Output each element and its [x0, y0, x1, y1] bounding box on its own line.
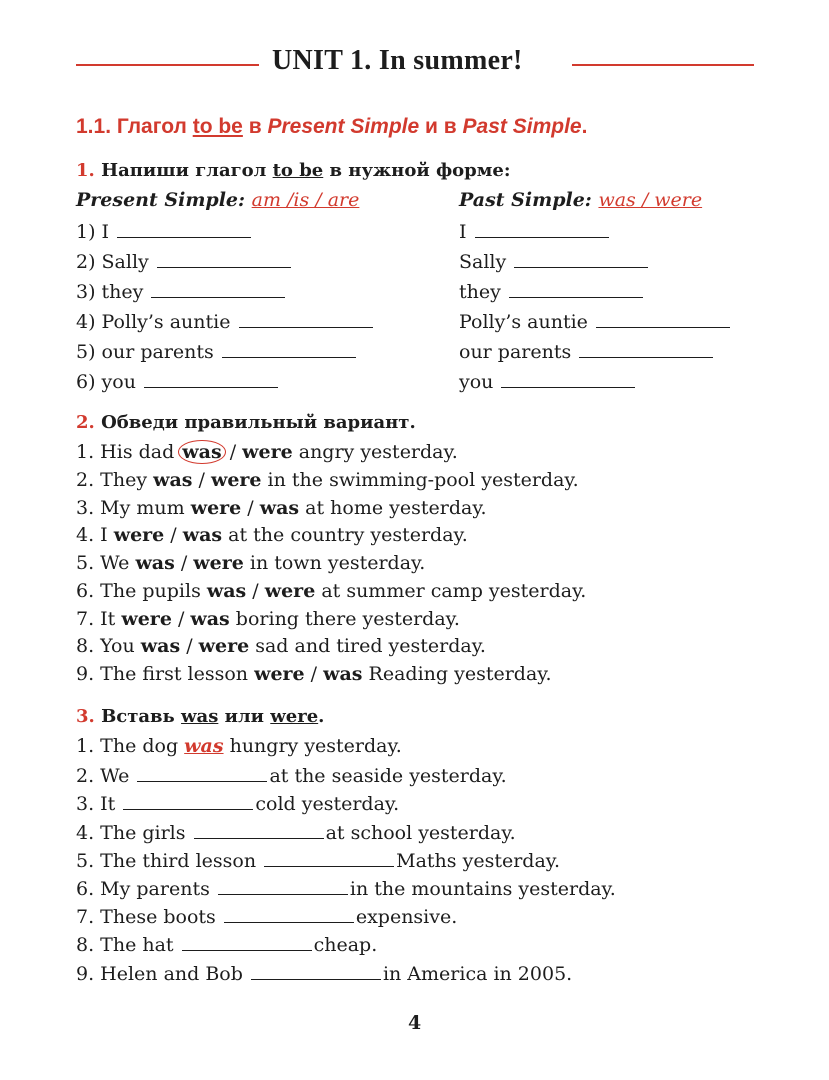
option-a[interactable]: were — [121, 608, 172, 630]
item-sep: / — [223, 441, 243, 463]
task1-verb: to be — [272, 160, 324, 181]
option-b[interactable]: was — [190, 608, 230, 630]
present-item — [76, 219, 253, 243]
option-b[interactable]: was — [323, 663, 363, 685]
answer-blank[interactable] — [117, 219, 251, 238]
item-post: Reading yesterday. — [362, 663, 552, 685]
answer-blank[interactable] — [144, 369, 278, 388]
option-b[interactable]: were — [264, 580, 316, 602]
past-item — [459, 249, 650, 273]
section-heading — [76, 115, 587, 139]
present-item-text: 6) you — [76, 371, 136, 393]
task2-item — [76, 441, 458, 463]
present-label: Present Simple: — [76, 189, 252, 211]
task3-text-c: . — [318, 706, 325, 727]
present-forms: am /is / are — [251, 189, 360, 211]
item-post: at home yesterday. — [299, 497, 487, 519]
task3-text-a: Вставь — [94, 706, 182, 727]
filled-answer: was — [184, 735, 224, 757]
section-mid1: в — [242, 115, 268, 138]
item-post: boring there yesterday. — [229, 608, 460, 630]
task3-item — [76, 820, 516, 844]
task2-item — [76, 608, 460, 630]
task2-item — [76, 497, 487, 519]
answer-blank[interactable] — [475, 219, 609, 238]
item-pre: 1. The dog — [76, 735, 185, 757]
item-post: hungry yesterday. — [223, 735, 402, 757]
task3-word-were: were — [270, 706, 319, 727]
item-post: at the seaside yesterday. — [269, 765, 507, 787]
task2-heading — [76, 412, 416, 433]
section-present-simple: Present Simple — [267, 115, 420, 138]
answer-blank[interactable] — [182, 932, 312, 951]
answer-blank[interactable] — [264, 848, 394, 867]
item-pre: 9. Helen and Bob — [76, 963, 249, 985]
task1-number: 1. — [76, 160, 95, 181]
item-pre: 1. His dad — [76, 441, 181, 463]
option-b[interactable]: were — [198, 635, 250, 657]
past-item-text: they — [459, 281, 501, 303]
task3-item — [76, 848, 560, 872]
present-item — [76, 369, 280, 393]
task3-item — [76, 961, 572, 985]
item-sep: / — [241, 497, 260, 519]
answer-blank[interactable] — [224, 904, 354, 923]
task1-heading — [76, 160, 511, 181]
task2-item — [76, 524, 468, 546]
item-post: cold yesterday. — [255, 793, 400, 815]
task3-heading — [76, 706, 324, 727]
option-b[interactable]: were — [242, 441, 293, 463]
item-post: Maths yesterday. — [396, 850, 561, 872]
circled-answer[interactable]: was — [178, 440, 225, 464]
item-post: expensive. — [355, 906, 458, 928]
answer-blank[interactable] — [239, 309, 373, 328]
task3-item — [76, 932, 377, 956]
past-item — [459, 309, 732, 333]
task3-example — [76, 735, 402, 757]
item-pre: 6. My parents — [76, 878, 216, 900]
item-sep: / — [164, 524, 183, 546]
item-sep: / — [246, 580, 265, 602]
past-item — [459, 339, 715, 363]
section-verb: to be — [192, 115, 243, 138]
past-item — [459, 279, 645, 303]
task1-text-a: Напиши глагол — [94, 160, 273, 181]
answer-blank[interactable] — [157, 249, 291, 268]
present-item — [76, 309, 375, 333]
task3-number: 3. — [76, 706, 95, 727]
item-pre: 7. It — [76, 608, 122, 630]
item-sep: / — [180, 635, 199, 657]
item-pre: 5. The third lesson — [76, 850, 263, 872]
task2-item — [76, 469, 579, 491]
item-sep: / — [174, 552, 194, 574]
item-pre: 4. The girls — [76, 822, 192, 844]
present-simple-label — [76, 189, 359, 211]
item-pre: 9. The first lesson — [76, 663, 255, 685]
task2-item — [76, 580, 586, 602]
item-post: in America in 2005. — [382, 963, 573, 985]
item-pre: 5. We — [76, 552, 136, 574]
item-pre: 2. They — [76, 469, 154, 491]
item-post: at the country yesterday. — [222, 524, 468, 546]
present-item — [76, 279, 287, 303]
option-b[interactable]: was — [182, 524, 223, 546]
answer-blank[interactable] — [222, 339, 356, 358]
item-post: at summer camp yesterday. — [315, 580, 587, 602]
unit-title: UNIT 1. In summer! — [272, 45, 523, 76]
title-rule-right — [572, 64, 754, 66]
past-label: Past Simple: — [459, 189, 599, 211]
page-number: 4 — [408, 1012, 422, 1034]
item-pre: 6. The pupils — [76, 580, 207, 602]
item-post: at school yesterday. — [325, 822, 516, 844]
present-item-text: 4) Polly’s auntie — [76, 311, 231, 333]
task2-item — [76, 663, 552, 685]
task3-item — [76, 904, 457, 928]
option-b[interactable]: were — [210, 469, 262, 491]
task3-text-b: или — [218, 706, 271, 727]
past-item-text: Sally — [459, 251, 507, 273]
option-a[interactable]: was — [153, 469, 193, 491]
present-item — [76, 249, 293, 273]
past-item-text: our parents — [459, 341, 572, 363]
task2-number: 2. — [76, 412, 95, 433]
item-pre: 3. It — [76, 793, 122, 815]
task3-item — [76, 876, 616, 900]
present-item-text: 3) they — [76, 281, 144, 303]
option-b[interactable]: was — [259, 497, 300, 519]
answer-blank[interactable] — [501, 369, 635, 388]
past-simple-label — [459, 189, 702, 211]
task3-word-was: was — [181, 706, 219, 727]
task2-item — [76, 552, 425, 574]
item-post: in town yesterday. — [243, 552, 426, 574]
answer-blank[interactable] — [151, 279, 285, 298]
past-item — [459, 219, 611, 243]
option-a[interactable]: was — [140, 635, 181, 657]
option-a[interactable]: was — [135, 552, 175, 574]
task2-instruction: Обведи правильный вариант. — [94, 412, 416, 433]
answer-blank[interactable] — [218, 876, 348, 895]
item-pre: 4. I — [76, 524, 114, 546]
item-post: angry yesterday. — [292, 441, 458, 463]
answer-blank[interactable] — [123, 791, 253, 810]
task3-item — [76, 791, 399, 815]
answer-blank[interactable] — [137, 763, 267, 782]
answer-blank[interactable] — [579, 339, 713, 358]
item-pre: 8. You — [76, 635, 141, 657]
section-past-simple: Past Simple — [462, 115, 582, 138]
item-post: sad and tired yesterday. — [249, 635, 486, 657]
item-pre: 2. We — [76, 765, 136, 787]
present-item — [76, 339, 358, 363]
answer-blank[interactable] — [514, 249, 648, 268]
option-a[interactable]: were — [254, 663, 305, 685]
answer-blank[interactable] — [194, 820, 324, 839]
task2-item — [76, 635, 486, 657]
section-prefix: 1.1. Глагол — [76, 115, 193, 138]
item-post: cheap. — [313, 934, 378, 956]
title-rule-left — [76, 64, 259, 66]
option-a[interactable]: was — [206, 580, 247, 602]
item-pre: 3. My mum — [76, 497, 191, 519]
past-item-text: Polly’s auntie — [459, 311, 588, 333]
past-forms: was / were — [598, 189, 703, 211]
item-sep: / — [304, 663, 324, 685]
item-pre: 8. The hat — [76, 934, 180, 956]
past-item-text: I — [459, 221, 467, 243]
present-item-text: 5) our parents — [76, 341, 214, 363]
task3-item — [76, 763, 507, 787]
present-item-text: 1) I — [76, 221, 110, 243]
item-sep: / — [171, 608, 191, 630]
section-end: . — [581, 115, 588, 138]
item-post: in the mountains yesterday. — [349, 878, 616, 900]
task1-text-b: в нужной форме: — [323, 160, 511, 181]
present-item-text: 2) Sally — [76, 251, 149, 273]
item-sep: / — [192, 469, 211, 491]
item-post: in the swimming-pool yesterday. — [261, 469, 579, 491]
item-pre: 7. These boots — [76, 906, 222, 928]
section-mid2: и в — [419, 115, 463, 138]
answer-blank[interactable] — [251, 961, 381, 980]
past-item-text: you — [459, 371, 494, 393]
past-item — [459, 369, 637, 393]
option-b[interactable]: were — [193, 552, 244, 574]
answer-blank[interactable] — [509, 279, 643, 298]
option-a[interactable]: were — [190, 497, 242, 519]
answer-blank[interactable] — [596, 309, 730, 328]
option-a[interactable]: were — [113, 524, 165, 546]
